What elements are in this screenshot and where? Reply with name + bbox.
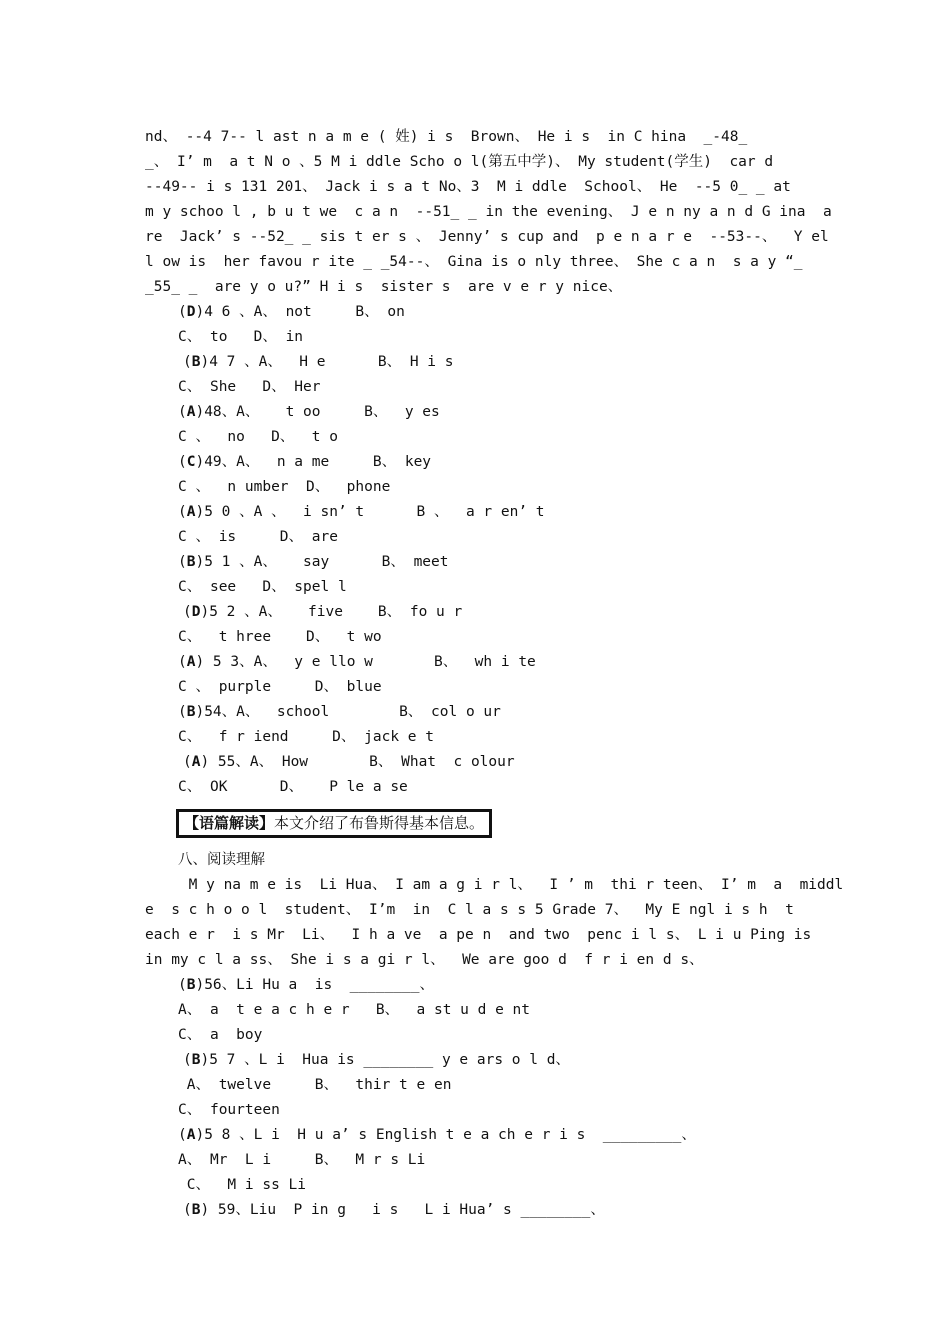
question-text: 49、A、 n a me B、 key xyxy=(204,454,432,470)
question-text: 56、Li Hu a is ________、 xyxy=(204,977,434,993)
question-line: (B) 59、Liu P in g i s L i Hua’ s ________、 xyxy=(183,1202,605,1218)
passage-line: l ow is her favou r ite _ _54--、 Gina is o nly three、 She c a n s a y “_ xyxy=(145,254,803,270)
question-line: (D)5 2 、A、 five B、 fo u r xyxy=(183,604,463,620)
answer-letter: A xyxy=(186,504,196,520)
note-text: 本文介绍了布鲁斯得基本信息。 xyxy=(274,814,485,832)
passage-line: re Jack’ s --52_ _ sis t er s 、 Jenny’ s cup and p e n a r e --53--、 Y el xyxy=(145,229,829,245)
options-line: C 、 no D、 t o xyxy=(178,429,338,445)
question-line: (A)5 0 、A 、 i sn’ t B 、 a r en’ t xyxy=(178,504,545,520)
question-line: (A) 55、A、 How B、 What c olour xyxy=(183,754,515,770)
passage-line: _55_ _ are y o u?” H i s sister s are v e r y nice、 xyxy=(145,279,623,295)
options-line: A、 twelve B、 thir t e en xyxy=(178,1077,452,1093)
answer-letter: B xyxy=(186,977,196,993)
question-line: (D)4 6 、A、 not B、 on xyxy=(178,304,405,320)
passage-line: nd、 --4 7-- l ast n a m e ( 姓) i s Brown、 He i s in C hina _-48_ xyxy=(145,129,748,145)
answer-letter: B xyxy=(191,354,201,370)
options-line: C 、 n umber D、 phone xyxy=(178,479,391,495)
question-text: 4 7 、A、 H e B、 H i s xyxy=(209,354,454,370)
options-line: C 、 purple D、 blue xyxy=(178,679,382,695)
question-line: (B)5 1 、A、 say B、 meet xyxy=(178,554,449,570)
answer-letter: C xyxy=(186,454,196,470)
options-line: C、 to D、 in xyxy=(178,329,304,345)
answer-letter: B xyxy=(191,1202,201,1218)
question-text: 5 7 、L i Hua is ________ y e ars o l d、 xyxy=(209,1052,570,1068)
answer-letter: B xyxy=(191,1052,201,1068)
question-line: (B)4 7 、A、 H e B、 H i s xyxy=(183,354,454,370)
question-line: (A) 5 3、A、 y e llo w B、 wh i te xyxy=(178,654,536,670)
options-line: C、 fourteen xyxy=(178,1102,280,1118)
question-text: 5 1 、A、 say B、 meet xyxy=(204,554,449,570)
question-text: 5 2 、A、 five B、 fo u r xyxy=(209,604,463,620)
options-line: C、 OK D、 P le a se xyxy=(178,779,408,795)
options-line: C、 a boy xyxy=(178,1027,263,1043)
answer-letter: A xyxy=(186,404,196,420)
question-line: (B)5 7 、L i Hua is ________ y e ars o l d、 xyxy=(183,1052,570,1068)
options-line: C、 see D、 spel l xyxy=(178,579,347,595)
options-line: C、 f r iend D、 jack e t xyxy=(178,729,434,745)
reading-line: e s c h o o l student、 I’m in C l a s s 5 Grade 7、 My E ngl i s h t xyxy=(145,902,794,918)
question-text: 4 6 、A、 not B、 on xyxy=(204,304,405,320)
reading-line: in my c l a ss、 She i s a gi r l、 We are goo d f r i en d s、 xyxy=(145,952,704,968)
question-text: 5 3、A、 y e llo w B、 wh i te xyxy=(204,654,536,670)
section-title: 八、阅读理解 xyxy=(178,852,265,868)
options-line: A、 Mr L i B、 M r s Li xyxy=(178,1152,426,1168)
answer-letter: B xyxy=(186,554,196,570)
answer-letter: B xyxy=(186,704,196,720)
passage-line: _、 I’ m a t N o 、5 M i ddle Scho o l(第五中学)、 My student(学生) car d xyxy=(145,154,774,170)
discourse-note-box xyxy=(176,809,492,838)
reading-line: M y na m e is Li Hua、 I am a g i r l、 I ’ m thi r teen、 I’ m a middl xyxy=(145,877,844,893)
question-text: 48、A、 t oo B、 y es xyxy=(204,404,440,420)
question-line: (A)48、A、 t oo B、 y es xyxy=(178,404,440,420)
options-line: A、 a t e a c h e r B、 a st u d e nt xyxy=(178,1002,531,1018)
question-text: 55、A、 How B、 What c olour xyxy=(209,754,515,770)
answer-letter: D xyxy=(186,304,196,320)
question-line: (B)56、Li Hu a is ________、 xyxy=(178,977,434,993)
passage-line: m y schoo l , b u t we c a n --51_ _ in the evening、 J e n ny a n d G ina a xyxy=(145,204,832,220)
answer-letter: A xyxy=(191,754,201,770)
question-line: (B)54、A、 school B、 col o ur xyxy=(178,704,501,720)
reading-line: each e r i s Mr Li、 I h a ve a pe n and two penc i l s、 L i u Ping is xyxy=(145,927,812,943)
question-text: 54、A、 school B、 col o ur xyxy=(204,704,501,720)
options-line: C、 She D、 Her xyxy=(178,379,321,395)
options-line: C、 t hree D、 t wo xyxy=(178,629,382,645)
options-line: C 、 is D、 are xyxy=(178,529,338,545)
options-line: C、 M i ss Li xyxy=(178,1177,306,1193)
answer-letter: A xyxy=(186,654,196,670)
question-text: 5 8 、L i H u a’ s English t e a ch e r i s _________、 xyxy=(204,1127,696,1143)
question-line: (A)5 8 、L i H u a’ s English t e a ch e r i s _________、 xyxy=(178,1127,696,1143)
question-line: (C)49、A、 n a me B、 key xyxy=(178,454,432,470)
note-tag: 【语篇解读】 xyxy=(184,814,275,832)
passage-line: --49-- i s 131 201、 Jack i s a t No、3 M i ddle School、 He --5 0_ _ at xyxy=(145,179,791,195)
question-text: 59、Liu P in g i s L i Hua’ s ________、 xyxy=(209,1202,605,1218)
answer-letter: A xyxy=(186,1127,196,1143)
answer-letter: D xyxy=(191,604,201,620)
question-text: 5 0 、A 、 i sn’ t B 、 a r en’ t xyxy=(204,504,545,520)
